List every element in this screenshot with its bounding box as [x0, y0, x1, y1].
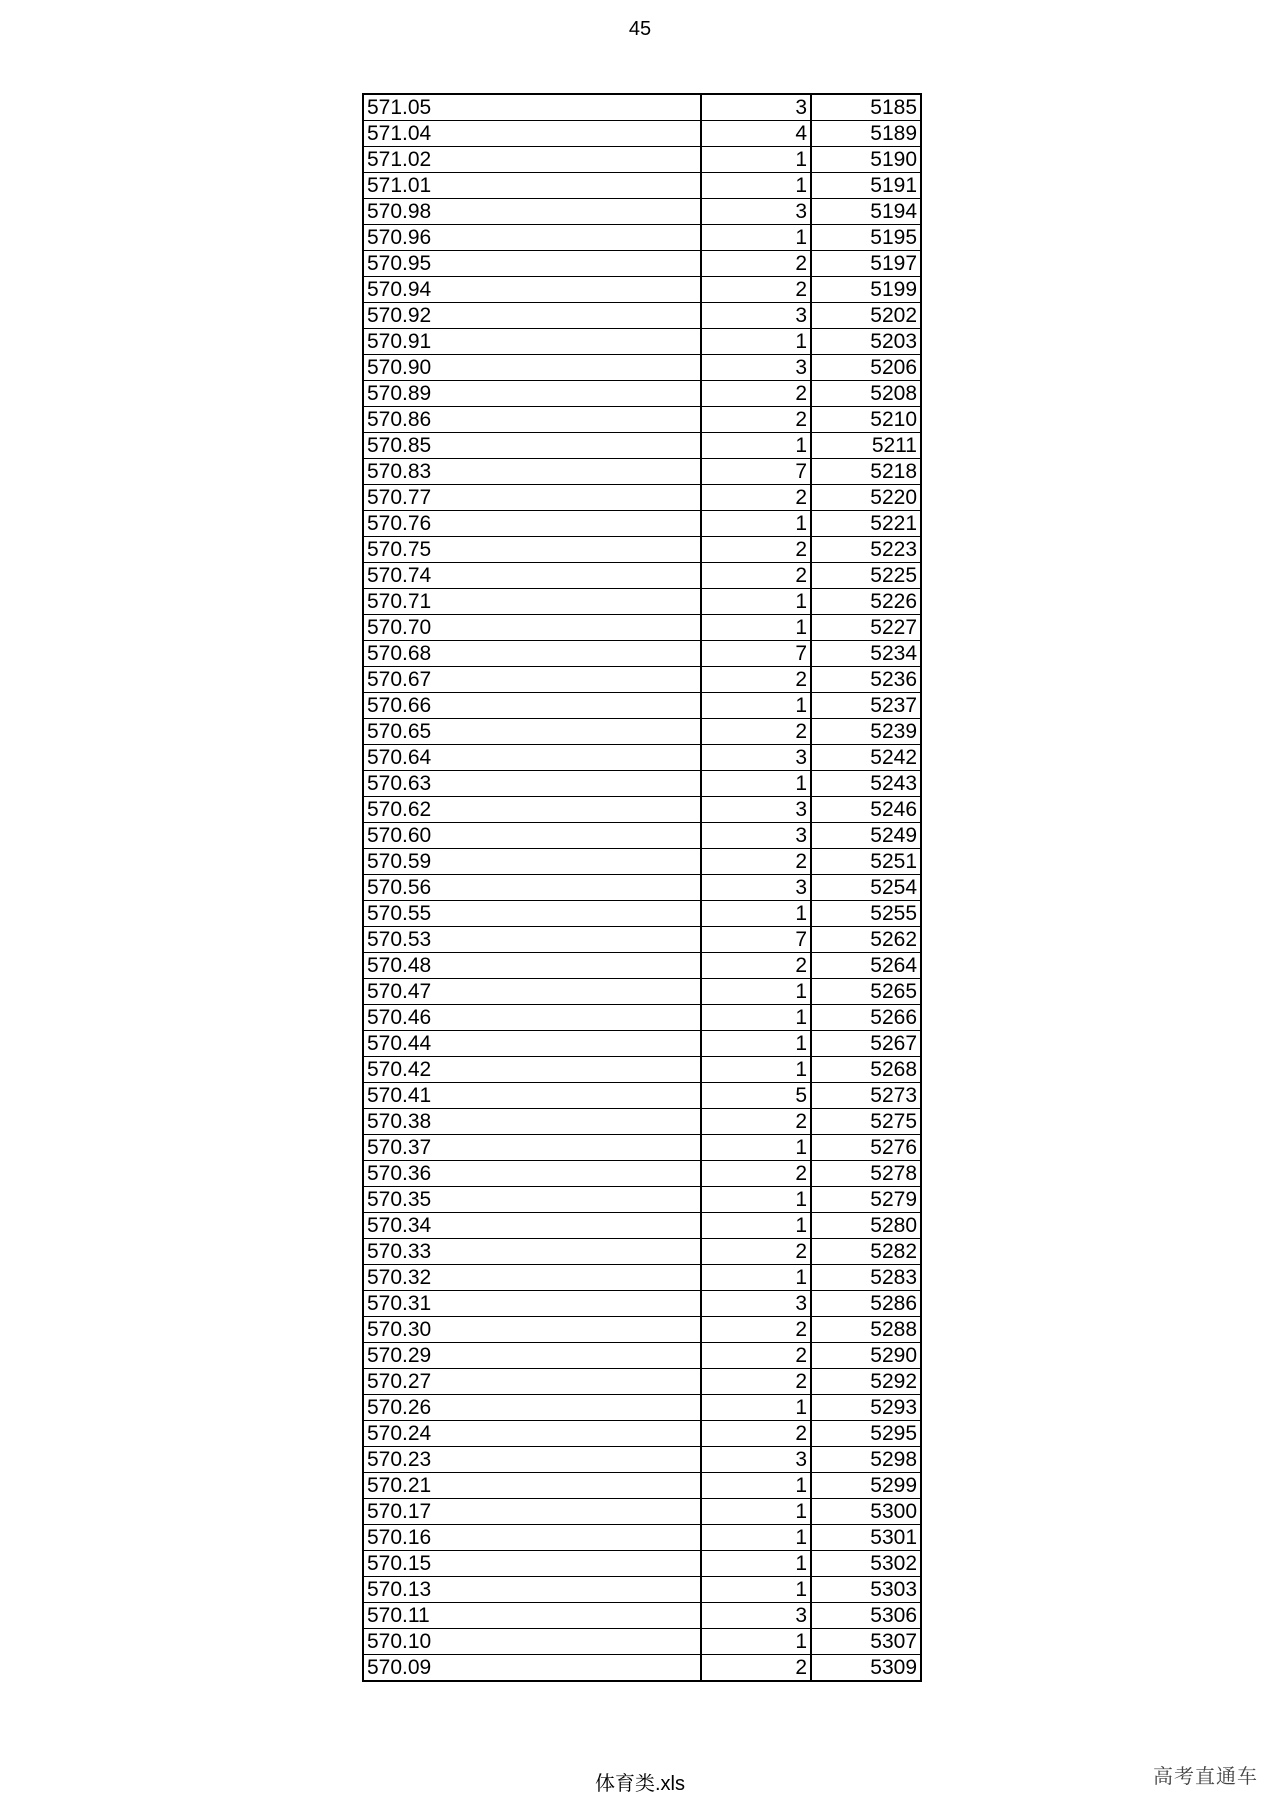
table-row: [363, 823, 921, 849]
cumulative-cell: 5185: [811, 94, 921, 121]
score-cell: 570.91: [363, 329, 701, 355]
count-cell: 2: [701, 485, 811, 511]
score-cell: 570.85: [363, 433, 701, 459]
table-row: [363, 329, 921, 355]
cumulative-cell: 5276: [811, 1135, 921, 1161]
count-cell: 3: [701, 745, 811, 771]
count-cell: 2: [701, 953, 811, 979]
cumulative-cell: 5242: [811, 745, 921, 771]
score-cell: 570.56: [363, 875, 701, 901]
table-row: [363, 615, 921, 641]
score-cell: 571.04: [363, 121, 701, 147]
score-cell: 570.92: [363, 303, 701, 329]
count-cell: 2: [701, 537, 811, 563]
cumulative-cell: 5290: [811, 1343, 921, 1369]
table-row: [363, 1369, 921, 1395]
table-row: [363, 1005, 921, 1031]
cumulative-cell: 5286: [811, 1291, 921, 1317]
count-cell: 2: [701, 719, 811, 745]
table-row: [363, 745, 921, 771]
cumulative-cell: 5202: [811, 303, 921, 329]
table-row: [363, 147, 921, 173]
cumulative-cell: 5309: [811, 1655, 921, 1682]
score-cell: 570.11: [363, 1603, 701, 1629]
score-cell: 570.44: [363, 1031, 701, 1057]
table-row: [363, 173, 921, 199]
count-cell: 2: [701, 1239, 811, 1265]
cumulative-cell: 5226: [811, 589, 921, 615]
score-cell: 570.27: [363, 1369, 701, 1395]
table-row: [363, 979, 921, 1005]
cumulative-cell: 5299: [811, 1473, 921, 1499]
count-cell: 3: [701, 797, 811, 823]
score-cell: 570.74: [363, 563, 701, 589]
cumulative-cell: 5239: [811, 719, 921, 745]
count-cell: 1: [701, 433, 811, 459]
score-cell: 570.66: [363, 693, 701, 719]
score-cell: 570.89: [363, 381, 701, 407]
count-cell: 1: [701, 329, 811, 355]
table-row: [363, 1473, 921, 1499]
count-cell: 1: [701, 173, 811, 199]
count-cell: 2: [701, 1161, 811, 1187]
table-row: [363, 1109, 921, 1135]
count-cell: 2: [701, 1343, 811, 1369]
count-cell: 1: [701, 1577, 811, 1603]
score-table: [362, 93, 922, 1682]
cumulative-cell: 5295: [811, 1421, 921, 1447]
cumulative-cell: 5293: [811, 1395, 921, 1421]
table-row: [363, 1265, 921, 1291]
score-cell: 570.32: [363, 1265, 701, 1291]
score-cell: 570.98: [363, 199, 701, 225]
table-row: [363, 1187, 921, 1213]
table-row: [363, 251, 921, 277]
table-row: [363, 797, 921, 823]
score-cell: 570.59: [363, 849, 701, 875]
count-cell: 2: [701, 667, 811, 693]
table-row: [363, 1317, 921, 1343]
score-cell: 570.29: [363, 1343, 701, 1369]
cumulative-cell: 5206: [811, 355, 921, 381]
score-cell: 570.71: [363, 589, 701, 615]
score-cell: 570.65: [363, 719, 701, 745]
watermark-text: 高考直通车: [1153, 1764, 1258, 1788]
count-cell: 1: [701, 225, 811, 251]
score-cell: 570.67: [363, 667, 701, 693]
cumulative-cell: 5268: [811, 1057, 921, 1083]
count-cell: 1: [701, 511, 811, 537]
score-cell: 570.55: [363, 901, 701, 927]
score-cell: 570.83: [363, 459, 701, 485]
score-cell: 571.05: [363, 94, 701, 121]
cumulative-cell: 5249: [811, 823, 921, 849]
cumulative-cell: 5255: [811, 901, 921, 927]
score-cell: 570.15: [363, 1551, 701, 1577]
table-row: [363, 407, 921, 433]
count-cell: 2: [701, 251, 811, 277]
score-cell: 570.38: [363, 1109, 701, 1135]
cumulative-cell: 5191: [811, 173, 921, 199]
cumulative-cell: 5195: [811, 225, 921, 251]
cumulative-cell: 5220: [811, 485, 921, 511]
table-row: [363, 433, 921, 459]
cumulative-cell: 5283: [811, 1265, 921, 1291]
table-row: [363, 901, 921, 927]
cumulative-cell: 5211: [811, 433, 921, 459]
score-cell: 570.23: [363, 1447, 701, 1473]
count-cell: 1: [701, 1187, 811, 1213]
score-cell: 570.34: [363, 1213, 701, 1239]
score-cell: 570.47: [363, 979, 701, 1005]
cumulative-cell: 5236: [811, 667, 921, 693]
table-row: [363, 459, 921, 485]
score-cell: 570.21: [363, 1473, 701, 1499]
table-row: [363, 94, 921, 121]
count-cell: 2: [701, 1655, 811, 1682]
count-cell: 3: [701, 303, 811, 329]
cumulative-cell: 5307: [811, 1629, 921, 1655]
cumulative-cell: 5264: [811, 953, 921, 979]
count-cell: 2: [701, 1421, 811, 1447]
count-cell: 1: [701, 1031, 811, 1057]
cumulative-cell: 5197: [811, 251, 921, 277]
table-row: [363, 1395, 921, 1421]
cumulative-cell: 5265: [811, 979, 921, 1005]
cumulative-cell: 5303: [811, 1577, 921, 1603]
cumulative-cell: 5223: [811, 537, 921, 563]
score-cell: 570.16: [363, 1525, 701, 1551]
count-cell: 1: [701, 147, 811, 173]
score-cell: 570.48: [363, 953, 701, 979]
cumulative-cell: 5279: [811, 1187, 921, 1213]
cumulative-cell: 5225: [811, 563, 921, 589]
count-cell: 7: [701, 927, 811, 953]
cumulative-cell: 5254: [811, 875, 921, 901]
count-cell: 7: [701, 459, 811, 485]
count-cell: 1: [701, 1057, 811, 1083]
cumulative-cell: 5298: [811, 1447, 921, 1473]
count-cell: 2: [701, 563, 811, 589]
table-row: [363, 1499, 921, 1525]
table-row: [363, 485, 921, 511]
table-row: [363, 303, 921, 329]
score-cell: 570.62: [363, 797, 701, 823]
cumulative-cell: 5234: [811, 641, 921, 667]
table-row: [363, 641, 921, 667]
count-cell: 3: [701, 1291, 811, 1317]
count-cell: 2: [701, 1109, 811, 1135]
cumulative-cell: 5203: [811, 329, 921, 355]
count-cell: 1: [701, 979, 811, 1005]
count-cell: 3: [701, 355, 811, 381]
score-cell: 570.09: [363, 1655, 701, 1682]
score-cell: 571.01: [363, 173, 701, 199]
count-cell: 1: [701, 589, 811, 615]
cumulative-cell: 5243: [811, 771, 921, 797]
count-cell: 1: [701, 615, 811, 641]
score-cell: 570.86: [363, 407, 701, 433]
score-cell: 570.46: [363, 1005, 701, 1031]
count-cell: 2: [701, 1317, 811, 1343]
count-cell: 2: [701, 381, 811, 407]
count-cell: 1: [701, 1629, 811, 1655]
cumulative-cell: 5190: [811, 147, 921, 173]
score-cell: 570.26: [363, 1395, 701, 1421]
table-row: [363, 1291, 921, 1317]
score-cell: 570.76: [363, 511, 701, 537]
score-cell: 570.64: [363, 745, 701, 771]
table-row: [363, 1551, 921, 1577]
cumulative-cell: 5218: [811, 459, 921, 485]
table-row: [363, 1057, 921, 1083]
score-cell: 570.24: [363, 1421, 701, 1447]
footer-filename: 体育类.xls: [595, 1773, 685, 1795]
score-cell: 570.60: [363, 823, 701, 849]
score-cell: 570.13: [363, 1577, 701, 1603]
table-row: [363, 1629, 921, 1655]
score-cell: 570.96: [363, 225, 701, 251]
score-cell: 570.41: [363, 1083, 701, 1109]
score-cell: 570.94: [363, 277, 701, 303]
count-cell: 3: [701, 1603, 811, 1629]
cumulative-cell: 5251: [811, 849, 921, 875]
table-row: [363, 1161, 921, 1187]
table-row: [363, 537, 921, 563]
table-row: [363, 771, 921, 797]
count-cell: 5: [701, 1083, 811, 1109]
table-row: [363, 875, 921, 901]
cumulative-cell: 5280: [811, 1213, 921, 1239]
score-cell: 570.70: [363, 615, 701, 641]
table-row: [363, 381, 921, 407]
table-row: [363, 693, 921, 719]
count-cell: 2: [701, 1369, 811, 1395]
score-cell: 570.95: [363, 251, 701, 277]
cumulative-cell: 5302: [811, 1551, 921, 1577]
table-row: [363, 1031, 921, 1057]
score-cell: 570.30: [363, 1317, 701, 1343]
table-row: [363, 1447, 921, 1473]
count-cell: 1: [701, 1525, 811, 1551]
count-cell: 1: [701, 1551, 811, 1577]
score-cell: 570.33: [363, 1239, 701, 1265]
score-cell: 570.68: [363, 641, 701, 667]
cumulative-cell: 5306: [811, 1603, 921, 1629]
table-row: [363, 927, 921, 953]
cumulative-cell: 5194: [811, 199, 921, 225]
table-row: [363, 1603, 921, 1629]
cumulative-cell: 5292: [811, 1369, 921, 1395]
score-cell: 570.90: [363, 355, 701, 381]
cumulative-cell: 5199: [811, 277, 921, 303]
score-cell: 570.53: [363, 927, 701, 953]
count-cell: 3: [701, 199, 811, 225]
score-cell: 571.02: [363, 147, 701, 173]
cumulative-cell: 5189: [811, 121, 921, 147]
count-cell: 1: [701, 1265, 811, 1291]
count-cell: 3: [701, 94, 811, 121]
score-table-container: [362, 93, 922, 1682]
count-cell: 1: [701, 1473, 811, 1499]
count-cell: 1: [701, 693, 811, 719]
score-cell: 570.10: [363, 1629, 701, 1655]
count-cell: 1: [701, 1005, 811, 1031]
cumulative-cell: 5210: [811, 407, 921, 433]
score-cell: 570.63: [363, 771, 701, 797]
cumulative-cell: 5275: [811, 1109, 921, 1135]
score-cell: 570.42: [363, 1057, 701, 1083]
cumulative-cell: 5288: [811, 1317, 921, 1343]
table-row: [363, 1343, 921, 1369]
table-row: [363, 225, 921, 251]
table-row: [363, 953, 921, 979]
cumulative-cell: 5282: [811, 1239, 921, 1265]
count-cell: 3: [701, 823, 811, 849]
count-cell: 2: [701, 407, 811, 433]
cumulative-cell: 5267: [811, 1031, 921, 1057]
table-row: [363, 355, 921, 381]
table-row: [363, 199, 921, 225]
table-row: [363, 1655, 921, 1682]
count-cell: 1: [701, 1499, 811, 1525]
cumulative-cell: 5237: [811, 693, 921, 719]
cumulative-cell: 5301: [811, 1525, 921, 1551]
count-cell: 7: [701, 641, 811, 667]
page-number: 45: [628, 18, 652, 40]
score-cell: 570.31: [363, 1291, 701, 1317]
count-cell: 4: [701, 121, 811, 147]
score-table-body: [363, 94, 921, 1681]
table-row: [363, 1239, 921, 1265]
cumulative-cell: 5221: [811, 511, 921, 537]
score-cell: 570.77: [363, 485, 701, 511]
table-row: [363, 121, 921, 147]
cumulative-cell: 5278: [811, 1161, 921, 1187]
cumulative-cell: 5262: [811, 927, 921, 953]
cumulative-cell: 5273: [811, 1083, 921, 1109]
table-row: [363, 1083, 921, 1109]
table-row: [363, 1213, 921, 1239]
table-row: [363, 1135, 921, 1161]
table-row: [363, 1577, 921, 1603]
count-cell: 3: [701, 875, 811, 901]
score-cell: 570.36: [363, 1161, 701, 1187]
score-cell: 570.35: [363, 1187, 701, 1213]
count-cell: 3: [701, 1447, 811, 1473]
table-row: [363, 1421, 921, 1447]
table-row: [363, 719, 921, 745]
table-row: [363, 277, 921, 303]
table-row: [363, 589, 921, 615]
count-cell: 1: [701, 1213, 811, 1239]
cumulative-cell: 5246: [811, 797, 921, 823]
table-row: [363, 511, 921, 537]
table-row: [363, 849, 921, 875]
score-cell: 570.37: [363, 1135, 701, 1161]
count-cell: 2: [701, 849, 811, 875]
cumulative-cell: 5266: [811, 1005, 921, 1031]
count-cell: 2: [701, 277, 811, 303]
count-cell: 1: [701, 771, 811, 797]
table-row: [363, 1525, 921, 1551]
count-cell: 1: [701, 901, 811, 927]
table-row: [363, 667, 921, 693]
score-cell: 570.17: [363, 1499, 701, 1525]
table-row: [363, 563, 921, 589]
count-cell: 1: [701, 1395, 811, 1421]
count-cell: 1: [701, 1135, 811, 1161]
cumulative-cell: 5208: [811, 381, 921, 407]
cumulative-cell: 5300: [811, 1499, 921, 1525]
cumulative-cell: 5227: [811, 615, 921, 641]
score-cell: 570.75: [363, 537, 701, 563]
